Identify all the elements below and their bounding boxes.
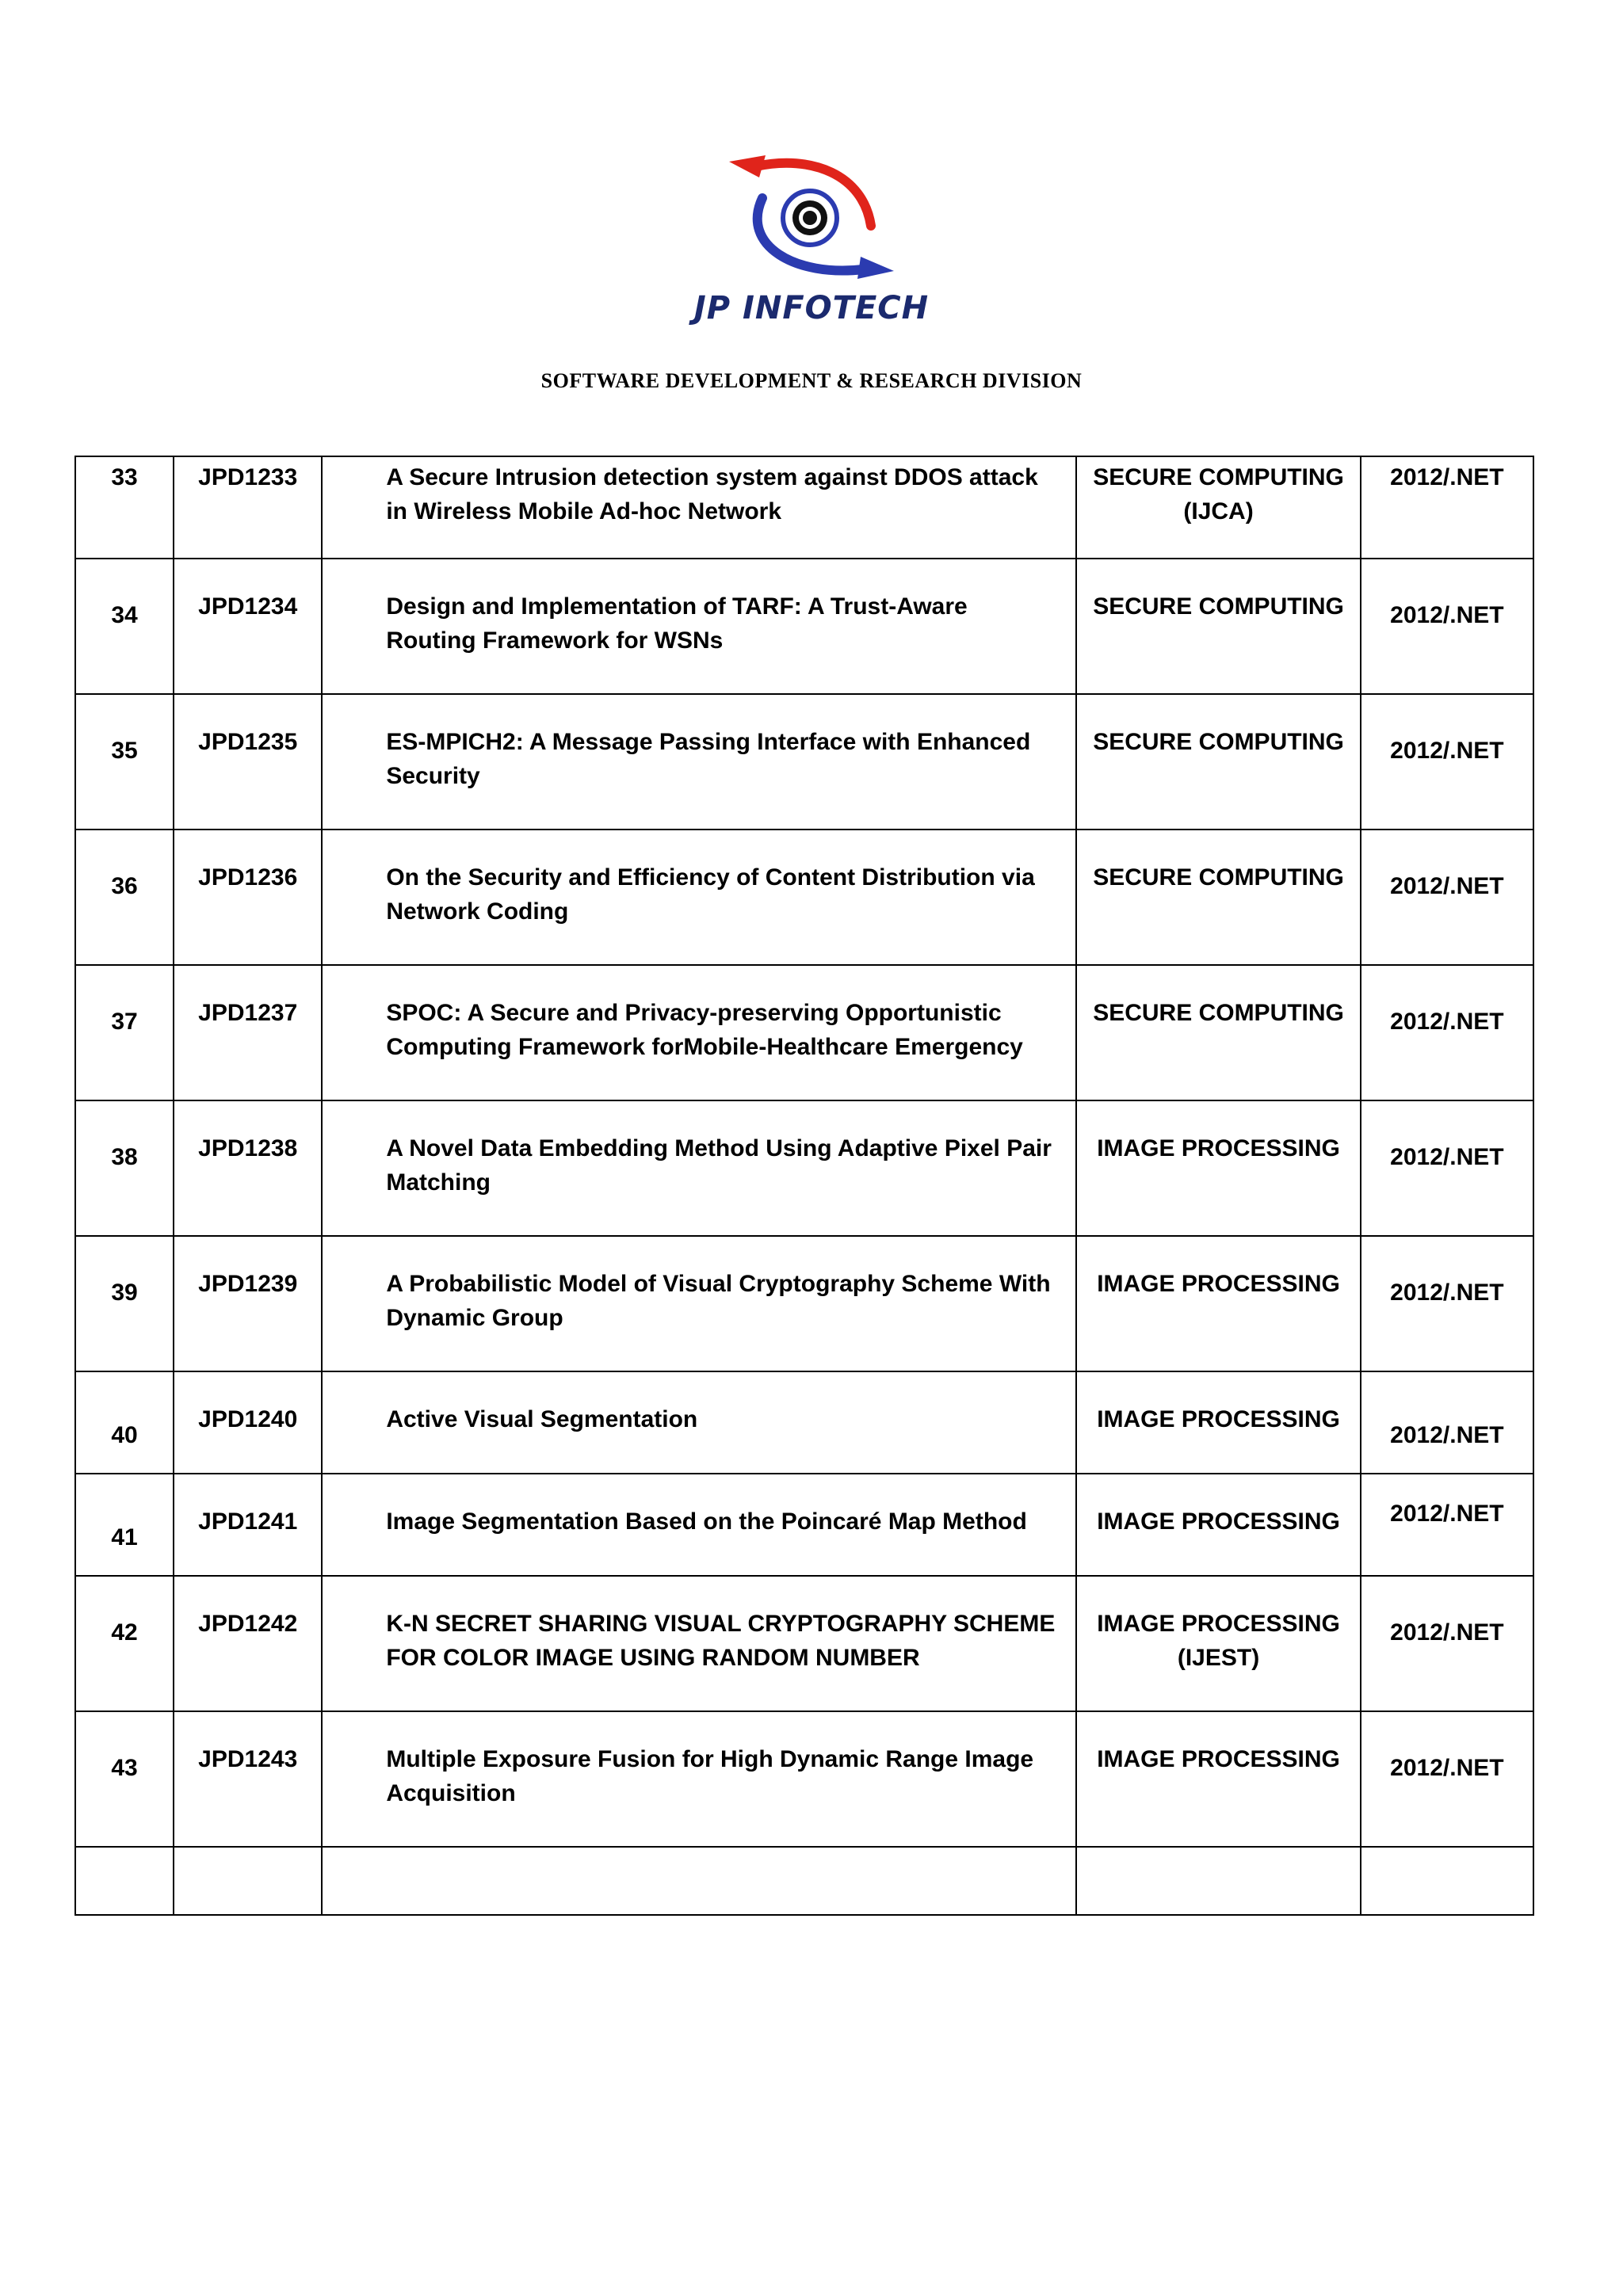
row-number: 36 [75,830,174,965]
project-id: JPD1233 [174,456,322,559]
table-row [75,1371,1533,1474]
logo [0,151,1623,326]
project-id: JPD1236 [174,830,322,965]
row-number: 37 [75,965,174,1100]
project-domain: IMAGE PROCESSING [1076,1236,1360,1371]
table-row [75,830,1533,965]
division-heading: SOFTWARE DEVELOPMENT & RESEARCH DIVISION [540,369,1083,392]
brand-name: JP INFOTECH [693,290,930,326]
project-table [74,456,1534,1916]
project-id [174,1847,322,1915]
project-year: 2012/.NET [1361,830,1533,965]
row-number: 33 [75,456,174,559]
project-year: 2012/.NET [1361,1100,1533,1236]
row-number: 39 [75,1236,174,1371]
project-year: 2012/.NET [1361,1576,1533,1711]
project-id: JPD1235 [174,694,322,830]
row-number: 40 [75,1371,174,1474]
row-number: 43 [75,1711,174,1847]
project-year: 2012/.NET [1361,1236,1533,1371]
row-number [75,1847,174,1915]
eye-arrows-icon [724,151,899,285]
table-row [75,1847,1533,1915]
project-title: A Novel Data Embedding Method Using Adaptive Pixel Pair Matching [322,1100,1076,1236]
project-domain: SECURE COMPUTING [1076,965,1360,1100]
row-number: 38 [75,1100,174,1236]
project-year: 2012/.NET [1361,1474,1533,1576]
project-id: JPD1241 [174,1474,322,1576]
project-id: JPD1242 [174,1576,322,1711]
project-year: 2012/.NET [1361,694,1533,830]
project-id: JPD1239 [174,1236,322,1371]
project-title: A Probabilistic Model of Visual Cryptography Scheme With Dynamic Group [322,1236,1076,1371]
row-number: 35 [75,694,174,830]
project-year [1361,1847,1533,1915]
project-id: JPD1240 [174,1371,322,1474]
project-title: SPOC: A Secure and Privacy-preserving Opportunistic Computing Framework forMobile-Healthcare Emergency [322,965,1076,1100]
row-number: 42 [75,1576,174,1711]
project-domain: SECURE COMPUTING [1076,559,1360,694]
project-year: 2012/.NET [1361,559,1533,694]
table-row [75,1474,1533,1576]
project-domain [1076,1847,1360,1915]
project-title: Multiple Exposure Fusion for High Dynamic Range Image Acquisition [322,1711,1076,1847]
table-row [75,559,1533,694]
table-row [75,1236,1533,1371]
project-title: Active Visual Segmentation [322,1371,1076,1474]
project-year: 2012/.NET [1361,456,1533,559]
project-domain: IMAGE PROCESSING [1076,1711,1360,1847]
project-year: 2012/.NET [1361,1711,1533,1847]
table-row [75,1576,1533,1711]
table-row [75,1711,1533,1847]
project-title: On the Security and Efficiency of Content Distribution via Network Coding [322,830,1076,965]
project-id: JPD1237 [174,965,322,1100]
row-number: 34 [75,559,174,694]
table-row [75,456,1533,559]
project-domain: SECURE COMPUTING (IJCA) [1076,456,1360,559]
project-year: 2012/.NET [1361,1371,1533,1474]
project-title [322,1847,1076,1915]
project-id: JPD1238 [174,1100,322,1236]
table-row [75,1100,1533,1236]
project-title: Design and Implementation of TARF: A Trust-Aware Routing Framework for WSNs [322,559,1076,694]
project-title: ES-MPICH2: A Message Passing Interface with Enhanced Security [322,694,1076,830]
project-year: 2012/.NET [1361,965,1533,1100]
project-domain: IMAGE PROCESSING (IJEST) [1076,1576,1360,1711]
table-row [75,965,1533,1100]
project-title: Image Segmentation Based on the Poincaré Map Method [322,1474,1076,1576]
project-domain: SECURE COMPUTING [1076,694,1360,830]
project-domain: IMAGE PROCESSING [1076,1100,1360,1236]
table-row [75,694,1533,830]
project-domain: IMAGE PROCESSING [1076,1371,1360,1474]
project-title: K-N SECRET SHARING VISUAL CRYPTOGRAPHY SCHEME FOR COLOR IMAGE USING RANDOM NUMBER [322,1576,1076,1711]
project-title: A Secure Intrusion detection system against DDOS attack in Wireless Mobile Ad-hoc Network [322,456,1076,559]
project-domain: IMAGE PROCESSING [1076,1474,1360,1576]
project-id: JPD1234 [174,559,322,694]
project-domain: SECURE COMPUTING [1076,830,1360,965]
row-number: 41 [75,1474,174,1576]
project-id: JPD1243 [174,1711,322,1847]
